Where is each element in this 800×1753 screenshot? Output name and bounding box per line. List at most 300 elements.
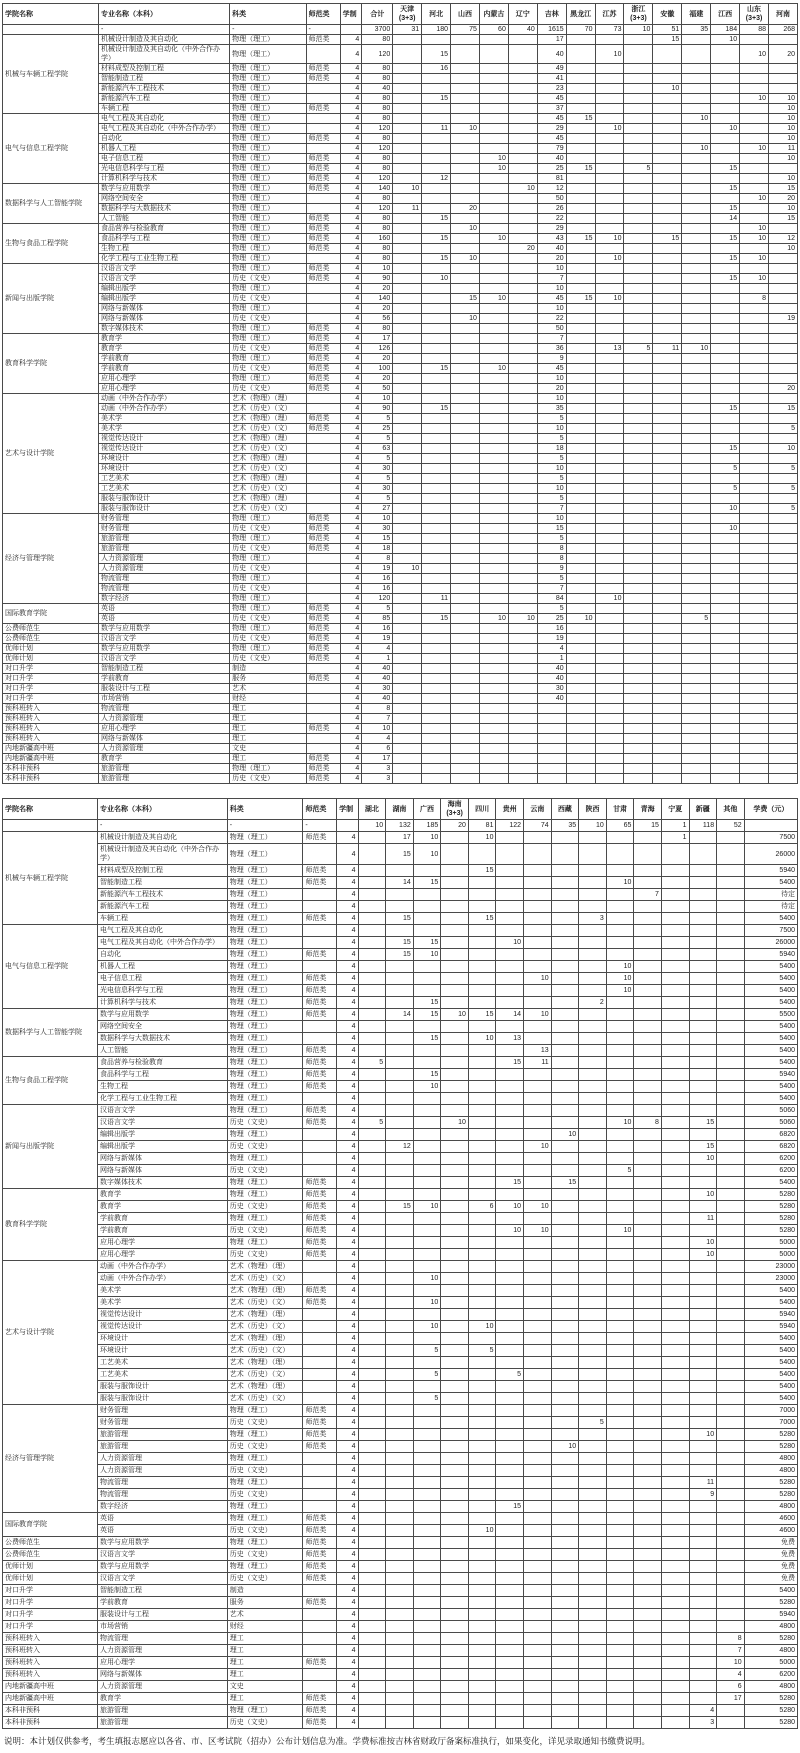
years-cell: 4 <box>337 1237 358 1249</box>
value-cell <box>422 104 451 114</box>
major-cell: 应用心理学 <box>99 374 230 384</box>
value-cell <box>682 774 711 784</box>
value-cell: 40 <box>537 45 566 64</box>
value-cell <box>717 865 745 877</box>
table-row <box>3 1165 798 1177</box>
value-cell <box>711 574 740 584</box>
value-cell <box>441 1033 469 1045</box>
major-cell: 计算机科学与技术 <box>98 997 228 1009</box>
value-cell <box>524 1285 552 1297</box>
value-cell <box>579 1333 607 1345</box>
normal-flag-cell <box>306 744 340 754</box>
value-cell <box>634 1177 662 1189</box>
value-cell <box>413 1681 441 1693</box>
value-cell: 17 <box>537 35 566 45</box>
major-cell: 汉语言文学 <box>98 1105 228 1117</box>
value-cell <box>524 1189 552 1201</box>
header-row <box>3 799 798 820</box>
subject-cell: 艺术（物理）（理） <box>230 434 306 444</box>
value-cell <box>422 394 451 404</box>
years-cell: 4 <box>340 594 362 604</box>
value-cell <box>551 1369 579 1381</box>
value-cell <box>551 832 579 844</box>
admission-plan-table-top <box>2 3 798 784</box>
value-cell <box>413 1249 441 1261</box>
value-cell <box>393 654 422 664</box>
value-cell <box>653 284 682 294</box>
value-cell <box>634 1309 662 1321</box>
value-cell <box>624 424 653 434</box>
normal-flag-cell: 师范类 <box>303 1105 337 1117</box>
value-cell: 10 <box>524 973 552 985</box>
subject-cell: 物理（理工） <box>230 64 306 74</box>
value-cell <box>524 1525 552 1537</box>
years-cell: 4 <box>340 564 362 574</box>
subject-cell: 历史（文史） <box>230 654 306 664</box>
subject-cell: 制造 <box>230 664 306 674</box>
major-cell: 视觉传达设计 <box>98 1309 228 1321</box>
value-cell <box>653 734 682 744</box>
value-cell <box>524 1417 552 1429</box>
table-row <box>3 774 798 784</box>
value-cell <box>740 484 769 494</box>
value-cell <box>595 724 624 734</box>
value-cell <box>422 454 451 464</box>
value-cell: 11 <box>393 204 422 214</box>
total-value-cell: 10 <box>624 25 653 35</box>
value-cell <box>566 404 595 414</box>
value-cell <box>441 949 469 961</box>
tuition-cell: 4600 <box>744 1513 797 1525</box>
subject-cell: 物理（理工） <box>227 1009 303 1021</box>
value-cell <box>468 1693 496 1705</box>
major-cell: 电子信息工程 <box>99 154 230 164</box>
value-cell <box>479 394 508 404</box>
value-cell <box>711 94 740 104</box>
value-cell: 16 <box>362 584 393 594</box>
table-row <box>3 574 798 584</box>
subject-cell: 物理（理工） <box>230 214 306 224</box>
value-cell <box>740 694 769 704</box>
value-cell <box>393 464 422 474</box>
value-cell: 12 <box>537 184 566 194</box>
value-cell <box>717 985 745 997</box>
normal-flag-cell: 师范类 <box>303 1657 337 1669</box>
table-row <box>3 1441 798 1453</box>
value-cell <box>595 374 624 384</box>
value-cell <box>689 1657 717 1669</box>
major-cell: 编辑出版学 <box>99 284 230 294</box>
value-cell <box>682 84 711 94</box>
value-cell <box>468 1045 496 1057</box>
value-cell <box>595 524 624 534</box>
value-cell <box>606 1669 634 1681</box>
tuition-cell: 5400 <box>744 1297 797 1309</box>
tuition-cell: 5060 <box>744 1117 797 1129</box>
value-cell <box>422 704 451 714</box>
value-cell <box>441 973 469 985</box>
subject-cell: 物理（理工） <box>230 574 306 584</box>
value-cell <box>595 184 624 194</box>
value-cell: 14 <box>496 1009 524 1021</box>
value-cell <box>689 997 717 1009</box>
table-row <box>3 1249 798 1261</box>
years-cell: 4 <box>337 877 358 889</box>
value-cell <box>551 1105 579 1117</box>
value-cell <box>661 889 689 901</box>
value-cell <box>422 544 451 554</box>
value-cell <box>468 1633 496 1645</box>
value-cell <box>661 973 689 985</box>
subject-cell: 财经 <box>227 1621 303 1633</box>
value-cell <box>595 244 624 254</box>
value-cell <box>606 1681 634 1693</box>
value-cell <box>551 1525 579 1537</box>
value-cell <box>358 1033 386 1045</box>
value-cell <box>740 74 769 84</box>
value-cell <box>717 973 745 985</box>
value-cell <box>653 294 682 304</box>
value-cell: 14 <box>711 214 740 224</box>
value-cell <box>422 514 451 524</box>
value-cell <box>508 414 537 424</box>
major-cell: 食品营养与检验教育 <box>99 224 230 234</box>
value-cell <box>740 584 769 594</box>
value-cell <box>682 674 711 684</box>
value-cell <box>393 674 422 684</box>
value-cell <box>468 877 496 889</box>
tuition-cell: 23000 <box>744 1261 797 1273</box>
value-cell: 4 <box>717 1669 745 1681</box>
subject-cell: 艺术（物理）（理） <box>230 394 306 404</box>
value-cell <box>711 154 740 164</box>
value-cell <box>524 1693 552 1705</box>
value-cell <box>358 1501 386 1513</box>
value-cell <box>441 985 469 997</box>
value-cell <box>717 1081 745 1093</box>
value-cell: 3 <box>362 774 393 784</box>
value-cell: 80 <box>362 74 393 84</box>
value-cell <box>624 554 653 564</box>
value-cell: 6 <box>717 1681 745 1693</box>
normal-flag-cell <box>303 1153 337 1165</box>
value-cell <box>566 364 595 374</box>
college-cell: 对口升学 <box>3 674 99 684</box>
value-cell <box>451 614 480 624</box>
value-cell: 20 <box>537 254 566 264</box>
value-cell <box>653 394 682 404</box>
value-cell: 30 <box>362 484 393 494</box>
subject-cell: 艺术（物理）（理） <box>227 1357 303 1369</box>
value-cell <box>717 1033 745 1045</box>
value-cell: 20 <box>362 374 393 384</box>
value-cell <box>468 985 496 997</box>
value-cell: 3 <box>689 1717 717 1729</box>
value-cell <box>579 1345 607 1357</box>
table-row <box>3 1297 798 1309</box>
table-row <box>3 424 798 434</box>
value-cell <box>441 1393 469 1405</box>
value-cell <box>682 134 711 144</box>
value-cell <box>661 1273 689 1285</box>
value-cell <box>524 961 552 973</box>
value-cell: 5 <box>362 434 393 444</box>
normal-flag-cell: - <box>303 820 337 832</box>
value-cell <box>479 504 508 514</box>
years-cell: 4 <box>337 1693 358 1705</box>
subject-cell: 物理（理工） <box>227 925 303 937</box>
value-cell <box>653 144 682 154</box>
value-cell <box>595 434 624 444</box>
value-cell <box>682 74 711 84</box>
value-cell <box>717 1045 745 1057</box>
value-cell <box>451 734 480 744</box>
value-cell <box>682 414 711 424</box>
table-row <box>3 154 798 164</box>
value-cell <box>579 1633 607 1645</box>
value-cell <box>682 404 711 414</box>
value-cell <box>717 877 745 889</box>
value-cell: 15 <box>496 1501 524 1513</box>
years-cell: 4 <box>340 184 362 194</box>
value-cell <box>579 832 607 844</box>
value-cell <box>413 1501 441 1513</box>
value-cell <box>451 604 480 614</box>
value-cell <box>358 1261 386 1273</box>
value-cell <box>524 1237 552 1249</box>
value-cell <box>661 1609 689 1621</box>
value-cell <box>441 1237 469 1249</box>
major-cell: 人力资源管理 <box>99 564 230 574</box>
value-cell <box>689 1357 717 1369</box>
value-cell <box>551 1405 579 1417</box>
value-cell <box>508 234 537 244</box>
value-cell <box>624 364 653 374</box>
value-cell <box>579 1513 607 1525</box>
normal-flag-cell: 师范类 <box>306 334 340 344</box>
value-cell <box>740 474 769 484</box>
normal-flag-cell <box>303 1585 337 1597</box>
value-cell <box>508 624 537 634</box>
table-row <box>3 614 798 624</box>
value-cell <box>634 1657 662 1669</box>
value-cell <box>579 1249 607 1261</box>
value-cell <box>393 594 422 604</box>
value-cell <box>468 1477 496 1489</box>
value-cell <box>595 394 624 404</box>
value-cell <box>468 961 496 973</box>
value-cell <box>496 913 524 925</box>
value-cell <box>606 1177 634 1189</box>
value-cell <box>624 394 653 404</box>
major-cell: 服装与服饰设计 <box>98 1381 228 1393</box>
value-cell <box>661 844 689 865</box>
value-cell <box>606 1705 634 1717</box>
value-cell: 41 <box>537 74 566 84</box>
value-cell: 10 <box>740 45 769 64</box>
value-cell <box>468 889 496 901</box>
value-cell: 5 <box>537 534 566 544</box>
value-cell <box>624 474 653 484</box>
value-cell <box>479 554 508 564</box>
years-cell: 4 <box>337 1069 358 1081</box>
value-cell <box>595 314 624 324</box>
value-cell <box>624 484 653 494</box>
value-cell <box>524 1477 552 1489</box>
value-cell <box>634 1297 662 1309</box>
value-cell <box>393 524 422 534</box>
value-cell <box>606 1297 634 1309</box>
value-cell <box>653 364 682 374</box>
value-cell <box>551 1417 579 1429</box>
value-cell <box>422 754 451 764</box>
value-cell <box>566 274 595 284</box>
value-cell <box>422 564 451 574</box>
value-cell <box>551 961 579 973</box>
value-cell <box>468 949 496 961</box>
major-cell: 智能制造工程 <box>98 1585 228 1597</box>
value-cell <box>634 1621 662 1633</box>
table-row <box>3 1405 798 1417</box>
value-cell <box>579 1525 607 1537</box>
value-cell <box>661 1417 689 1429</box>
college-cell: 内地新疆高中班 <box>3 1693 98 1705</box>
value-cell <box>606 1045 634 1057</box>
value-cell: 15 <box>711 164 740 174</box>
value-cell <box>393 604 422 614</box>
value-cell: 11 <box>422 594 451 604</box>
value-cell <box>496 1417 524 1429</box>
value-cell <box>769 704 798 714</box>
subject-cell: 艺术（历史）（文） <box>230 504 306 514</box>
value-cell <box>496 1441 524 1453</box>
value-cell <box>595 154 624 164</box>
subject-cell: 物理（理工） <box>227 1477 303 1489</box>
value-cell <box>393 124 422 134</box>
admission-plan-table-bottom <box>2 798 798 1729</box>
value-cell <box>606 1285 634 1297</box>
value-cell <box>358 1189 386 1201</box>
value-cell <box>653 164 682 174</box>
value-cell <box>393 504 422 514</box>
value-cell <box>358 1513 386 1525</box>
value-cell: 15 <box>468 913 496 925</box>
value-cell <box>740 344 769 354</box>
value-cell: 4 <box>537 644 566 654</box>
subject-cell: 历史（文史） <box>230 544 306 554</box>
value-cell <box>524 1537 552 1549</box>
value-cell <box>468 1657 496 1669</box>
value-cell <box>508 704 537 714</box>
value-cell: 80 <box>362 164 393 174</box>
normal-flag-cell: 师范类 <box>303 1513 337 1525</box>
value-cell <box>689 1033 717 1045</box>
value-cell: 84 <box>537 594 566 604</box>
value-cell <box>441 1537 469 1549</box>
years-cell: 4 <box>340 424 362 434</box>
years-cell: 4 <box>340 264 362 274</box>
value-cell <box>717 997 745 1009</box>
table-row <box>3 1141 798 1153</box>
major-cell: 物流管理 <box>99 574 230 584</box>
value-cell <box>711 554 740 564</box>
value-cell <box>422 774 451 784</box>
total-value-cell: 65 <box>606 820 634 832</box>
tuition-cell: 4800 <box>744 1465 797 1477</box>
value-cell <box>769 674 798 684</box>
major-cell: 自动化 <box>98 949 228 961</box>
value-cell <box>468 1597 496 1609</box>
value-cell <box>508 464 537 474</box>
value-cell <box>413 1261 441 1273</box>
subject-cell: 历史（文史） <box>227 1489 303 1501</box>
value-cell <box>479 304 508 314</box>
value-cell <box>717 1177 745 1189</box>
value-cell <box>595 354 624 364</box>
value-cell <box>769 594 798 604</box>
years-cell: 4 <box>340 774 362 784</box>
value-cell <box>413 1717 441 1729</box>
table-row <box>3 1105 798 1117</box>
value-cell <box>508 154 537 164</box>
table-row <box>3 664 798 674</box>
value-cell <box>595 474 624 484</box>
value-cell <box>551 1573 579 1585</box>
value-cell <box>496 1345 524 1357</box>
table-row <box>3 844 798 865</box>
value-cell <box>661 1297 689 1309</box>
years-cell: 4 <box>340 544 362 554</box>
subject-cell: 物理（理工） <box>230 604 306 614</box>
major-cell: 工艺美术 <box>99 484 230 494</box>
normal-flag-cell: 师范类 <box>306 134 340 144</box>
table-row <box>3 274 798 284</box>
value-cell <box>653 124 682 134</box>
value-cell <box>624 414 653 424</box>
value-cell <box>579 1381 607 1393</box>
value-cell <box>524 913 552 925</box>
value-cell: 10 <box>468 1321 496 1333</box>
value-cell <box>479 64 508 74</box>
value-cell: 15 <box>386 913 414 925</box>
column-header: 学制 <box>337 799 358 820</box>
value-cell <box>508 584 537 594</box>
value-cell <box>653 534 682 544</box>
value-cell: 15 <box>537 524 566 534</box>
value-cell <box>769 64 798 74</box>
value-cell <box>769 324 798 334</box>
value-cell <box>717 1297 745 1309</box>
value-cell <box>551 1681 579 1693</box>
value-cell <box>595 284 624 294</box>
value-cell <box>595 564 624 574</box>
value-cell <box>479 314 508 324</box>
value-cell <box>393 74 422 84</box>
years-cell: 4 <box>340 314 362 324</box>
value-cell <box>496 1681 524 1693</box>
column-header: 西藏 <box>551 799 579 820</box>
value-cell <box>413 973 441 985</box>
value-cell <box>413 1549 441 1561</box>
value-cell <box>496 1045 524 1057</box>
table-row <box>3 414 798 424</box>
value-cell <box>653 134 682 144</box>
value-cell <box>711 224 740 234</box>
normal-flag-cell: 师范类 <box>306 164 340 174</box>
value-cell <box>386 1117 414 1129</box>
value-cell <box>634 1357 662 1369</box>
normal-flag-cell: 师范类 <box>306 644 340 654</box>
